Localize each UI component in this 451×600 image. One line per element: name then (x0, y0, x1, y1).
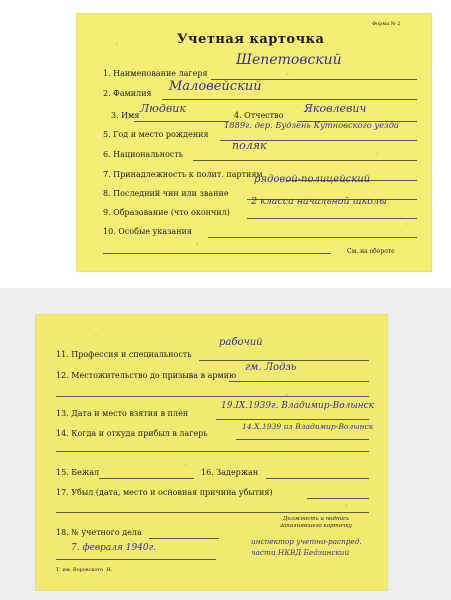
field-label-escaped: 15. Бежал (56, 468, 100, 477)
field-label-nationality: 6. Национальность (103, 150, 184, 159)
field-label-special: 10. Особые указания (103, 227, 192, 236)
value-education: 2 класса начальной школы (251, 196, 387, 207)
value-birth: 1889г. дер. Будзень Кутновского уезда (224, 120, 399, 130)
field-label-detained: 16. Задержан (201, 468, 259, 477)
field-label-rank: 8. Последний чин или звание (103, 189, 229, 198)
registration-card-front (76, 13, 432, 272)
value-signature: инспектор учетно-распред. части НКВД Бедзинский (251, 537, 362, 557)
field-label-residence: 12. Местожительство до призыва в армию (56, 371, 237, 380)
value-nationality: поляк (232, 139, 267, 152)
value-name: Людвик (140, 102, 186, 115)
field-label-profession: 11. Профессия и специальность (56, 350, 192, 359)
value-camp: Шепетовский (236, 52, 342, 68)
field-label-education: 9. Образование (что окончил) (103, 208, 230, 217)
field-label-name: 3. Имя (111, 111, 140, 120)
field-label-birth: 5. Год и место рождения (103, 130, 209, 139)
field-label-file-number: 18. № учетного дела (56, 528, 142, 537)
field-label-party: 7. Принадлежность к полит. партиям (103, 170, 263, 179)
value-rank: рядовой-полицейский (254, 174, 371, 185)
value-capture: 19.IX.1939г. Владимир-Волынск (221, 401, 375, 411)
value-date: 7. февраля 1940г. (71, 543, 157, 553)
card-title: Учетная карточка (177, 32, 325, 47)
registration-card-back (35, 314, 388, 591)
value-arrival: 14.X.1939 из Владимир-Волынск (242, 422, 374, 431)
field-label-camp: 1. Наименование лагеря (103, 69, 208, 78)
value-surname: Маловейский (169, 79, 262, 94)
value-patronymic: Яковлевич (304, 102, 367, 115)
value-profession: рабочий (219, 337, 263, 348)
field-label-patronymic: 4. Отчество (234, 111, 284, 120)
signature-label: Должность и подпись заполнявшего карточку (280, 516, 352, 529)
see-reverse-note: См. на обороте (347, 248, 395, 255)
field-label-departed: 17. Убыл (дата, место и основная причина убытия) (56, 488, 273, 497)
field-label-surname: 2. Фамилия (103, 89, 152, 98)
field-label-capture: 13. Дата и место взятия в плен (56, 409, 189, 418)
field-label-arrival: 14. Когда и откуда прибыл в лагерь (56, 429, 208, 438)
printer-imprint: Т. им. Воровского. Н. (56, 567, 113, 573)
value-residence: гм. Лодзь (245, 362, 297, 373)
form-number: Форма № 2 (372, 21, 401, 27)
